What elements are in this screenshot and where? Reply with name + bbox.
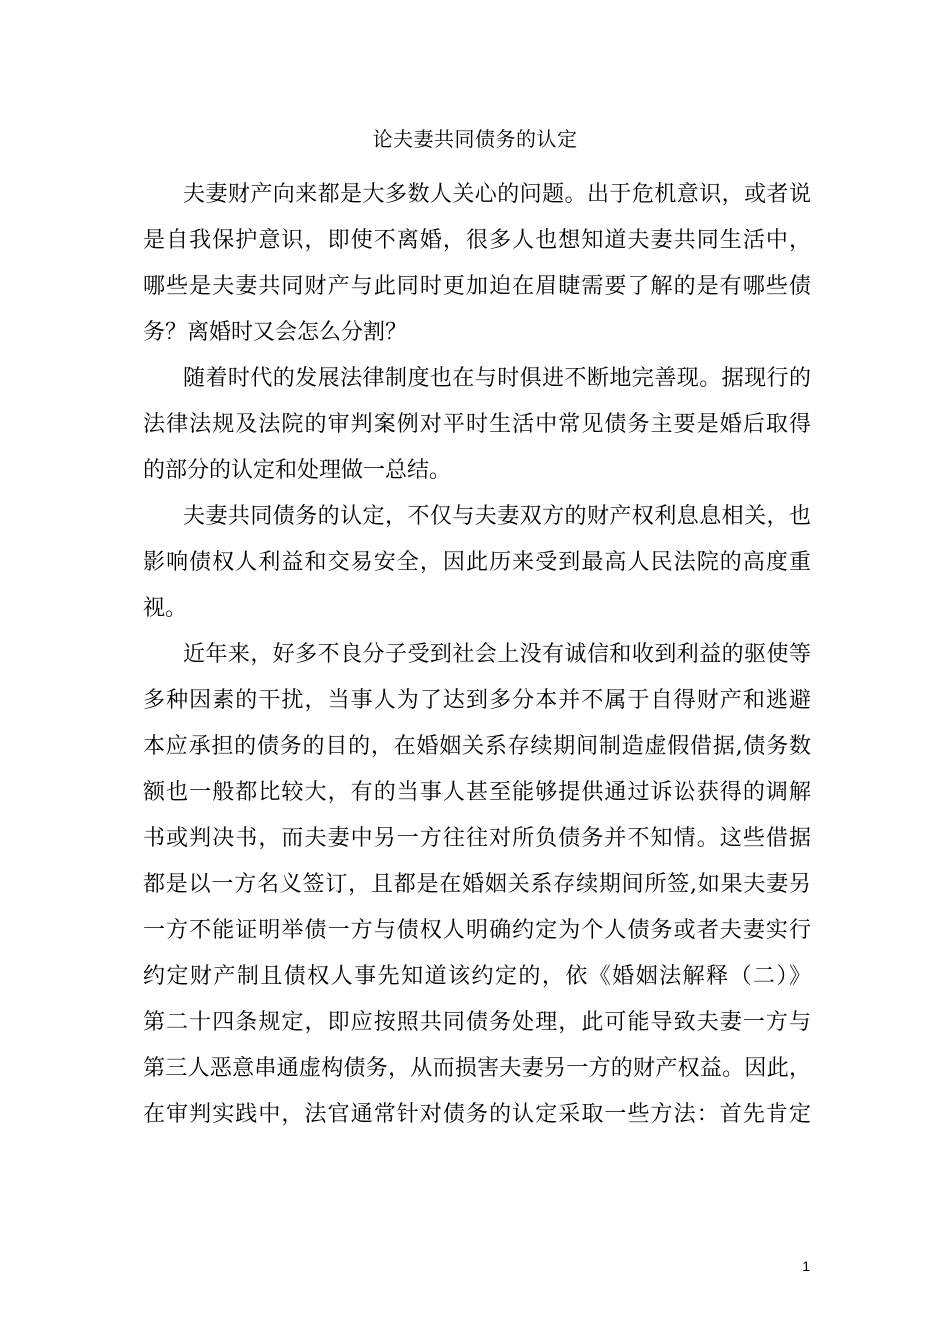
text-line: 的部分的认定和处理做一总结。: [143, 458, 452, 483]
text-line: 书或判决书，而夫妻中另一方往往对所负债务并不知情。这些借据: [143, 826, 811, 851]
text-line: 法律法规及法院的审判案例对平时生活中常见债务主要是婚后取得: [143, 412, 811, 437]
document-body: [143, 172, 811, 1138]
text-line: 多种因素的干扰，当事人为了达到多分本并不属于自得财产和逃避: [143, 688, 811, 713]
document-title: 论夫妻共同债务的认定: [372, 127, 578, 151]
paragraph-4: [143, 632, 811, 1138]
paragraph-3: [143, 494, 811, 632]
text-line: 夫妻财产向来都是大多数人关心的问题。出于危机意识，或者说: [183, 182, 811, 207]
text-line: 务？离婚时又会怎么分割？: [143, 320, 408, 345]
text-line: 额也一般都比较大，有的当事人甚至能够提供通过诉讼获得的调解: [143, 780, 811, 805]
text-line: 视。: [143, 596, 188, 621]
text-line: 都是以一方名义签订，且都是在婚姻关系存续期间所签,如果夫妻另: [143, 872, 811, 897]
text-line: 夫妻共同债务的认定，不仅与夫妻双方的财产权利息息相关，也: [183, 504, 811, 529]
paragraph-2: [143, 356, 811, 494]
text-line: 哪些是夫妻共同财产与此同时更加迫在眉睫需要了解的是有哪些债: [143, 274, 811, 299]
text-line: 在审判实践中，法官通常针对债务的认定采取一些方法：首先肯定: [143, 1102, 811, 1127]
text-line: 本应承担的债务的目的，在婚姻关系存续期间制造虚假借据,债务数: [143, 734, 811, 759]
text-line: 是自我保护意识，即使不离婚，很多人也想知道夫妻共同生活中，: [143, 228, 811, 253]
paragraph-1: [143, 172, 811, 356]
text-line: 第三人恶意串通虚构债务，从而损害夫妻另一方的财产权益。因此，: [143, 1056, 811, 1081]
page-number: 1: [802, 1258, 810, 1274]
text-line: 随着时代的发展法律制度也在与时俱进不断地完善现。据现行的: [183, 366, 811, 391]
text-line: 第二十四条规定，即应按照共同债务处理，此可能导致夫妻一方与: [143, 1010, 811, 1035]
text-line: 近年来，好多不良分子受到社会上没有诚信和收到利益的驱使等: [183, 642, 811, 667]
text-line: 影响债权人利益和交易安全，因此历来受到最高人民法院的高度重: [143, 550, 811, 575]
text-line: 约定财产制且债权人事先知道该约定的，依《婚姻法解释（二）》: [143, 964, 811, 989]
text-line: 一方不能证明举债一方与债权人明确约定为个人债务或者夫妻实行: [143, 918, 811, 943]
